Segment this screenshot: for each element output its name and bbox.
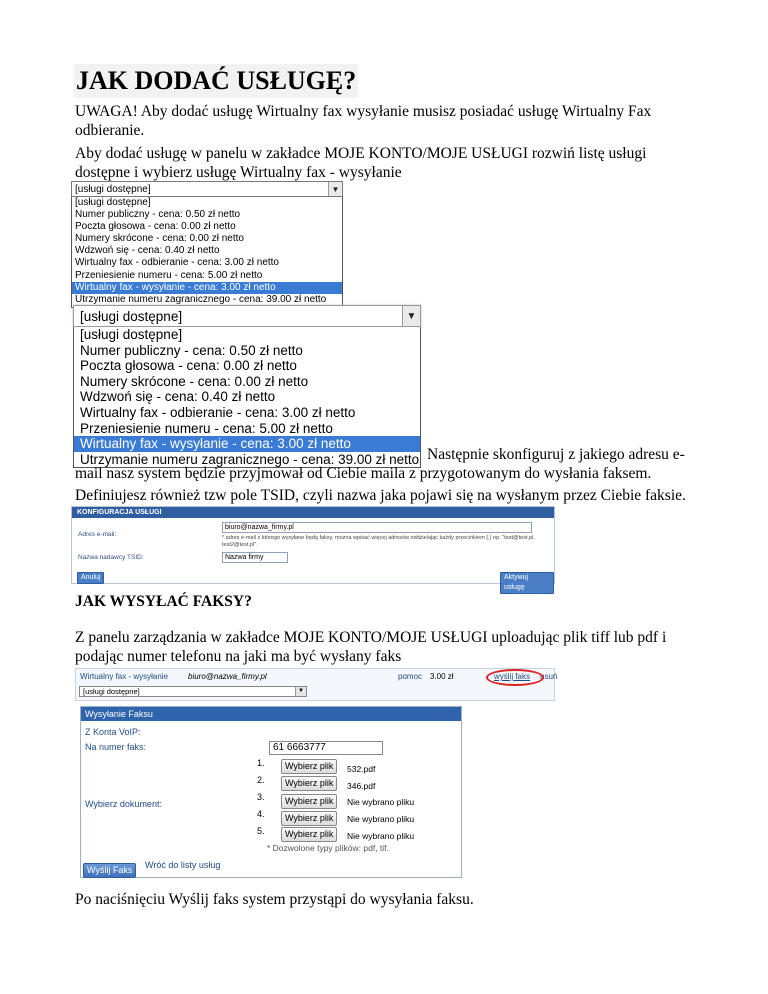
file-index: 1. [257, 758, 265, 768]
service-price: 3.00 zł [430, 672, 454, 681]
services-dropdown-large[interactable] [73, 305, 421, 468]
send-fax-form [80, 706, 462, 878]
dropdown-select[interactable] [73, 305, 421, 327]
activate-service-button[interactable]: Aktywuj usługę [500, 572, 554, 594]
dropdown-options-list [73, 327, 421, 468]
email-label: Adres e-mail: [78, 531, 117, 538]
fax-number-label: Na numer faks: [85, 742, 147, 752]
send-fax-link[interactable]: wyślij faks [494, 672, 531, 681]
dropdown-option[interactable]: Wdzwoń się - cena: 0.40 zł netto [75, 245, 220, 257]
file-index: 3. [257, 792, 265, 802]
service-name: Wirtualny fax - wysyłanie [80, 672, 169, 681]
dropdown-option[interactable]: Przeniesienie numeru - cena: 5.00 zł netto [75, 269, 263, 281]
file-name: 532.pdf [347, 764, 376, 774]
warning-paragraph: UWAGA! Aby dodać usługę Wirtualny fax wysyłanie musisz posiadać usługę Wirtualny Fax odbieranie. [75, 103, 652, 139]
file-name: Nie wybrano pliku [347, 831, 415, 841]
instructions-paragraph: Aby dodać usługę w panelu w zakładce MOJE KONTO/MOJE USŁUGI rozwiń listę usługi dostępne i wybierz usługę Wirtualny fax - wysyłanie [75, 145, 647, 181]
dropdown-option[interactable]: Przeniesienie numeru - cena: 5.00 zł netto [80, 420, 333, 436]
dropdown-option[interactable]: Numery skrócone - cena: 0.00 zł netto [80, 373, 309, 389]
file-index: 4. [257, 809, 265, 819]
dropdown-option[interactable]: Numer publiczny - cena: 0.50 zł netto [80, 342, 303, 358]
dropdown-option[interactable]: Wirtualny fax - odbieranie - cena: 3.00 zł netto [80, 404, 356, 420]
dropdown-option[interactable]: Numer publiczny - cena: 0.50 zł netto [75, 209, 241, 221]
remove-link[interactable]: usuń [540, 672, 558, 681]
services-select-value: [usługi dostępne] [83, 687, 140, 696]
dropdown-option[interactable]: Numery skrócone - cena: 0.00 zł netto [75, 233, 244, 245]
dropdown-options-list [71, 197, 343, 308]
email-field[interactable]: biuro@nazwa_firmy.pl [222, 522, 532, 533]
panel-header: KONFIGURACJA USŁUGI [72, 507, 554, 518]
services-select[interactable] [79, 686, 307, 697]
choose-file-button[interactable]: Wybierz plik [281, 759, 337, 774]
service-config-panel [71, 506, 555, 591]
dropdown-option-selected[interactable]: Wirtualny fax - wysyłanie - cena: 3.00 zł netto [72, 282, 342, 294]
service-row [75, 668, 558, 701]
dropdown-option[interactable]: Poczta głosowa - cena: 0.00 zł netto [80, 358, 297, 374]
tsid-label: Nazwa nadawcy TSID: [78, 554, 144, 561]
dropdown-option[interactable]: [usługi dostępne] [80, 327, 183, 342]
file-name: 346.pdf [347, 781, 376, 791]
choose-document-label: Wybierz dokument: [85, 799, 162, 809]
config-paragraph-end: mail nasz system będzie przyjmował od Ciebie maila z przygotowanym do wysłania faksem. [75, 465, 652, 482]
send-fax-button[interactable]: Wyślij Faks [83, 863, 136, 878]
page-title: JAK DODAĆ USŁUGĘ? [74, 64, 358, 98]
chevron-down-icon[interactable]: ▼ [328, 182, 342, 196]
dropdown-selected-value: [usługi dostępne] [75, 183, 151, 195]
file-name: Nie wybrano pliku [347, 797, 415, 807]
services-dropdown-small[interactable] [71, 181, 343, 308]
tsid-paragraph: Definiujesz również tzw pole TSID, czyli nazwa jaka pojawi się na wysłanym przez Ciebie faksie. [75, 487, 686, 504]
dropdown-option[interactable]: Poczta głosowa - cena: 0.00 zł netto [75, 221, 236, 233]
dropdown-select[interactable] [71, 181, 343, 197]
voip-account-label: Z Konta VoIP: [85, 727, 141, 737]
cancel-button[interactable]: Anuluj [77, 572, 104, 584]
file-index: 5. [257, 826, 265, 836]
fax-number-input[interactable]: 61 6663777 [269, 741, 383, 755]
help-link[interactable]: pomoc [398, 672, 423, 681]
choose-file-button[interactable]: Wybierz plik [281, 811, 337, 826]
back-to-services-link[interactable]: Wróć do listy usług [145, 860, 221, 870]
highlight-oval [486, 669, 544, 686]
choose-file-button[interactable]: Wybierz plik [281, 776, 337, 791]
sending-paragraph: Z panelu zarządzania w zakładce MOJE KONTO/MOJE USŁUGI uploadując plik tiff lub pdf i podając numer telefonu na jaki ma być wysłany faks [75, 629, 667, 665]
dropdown-selected-value: [usługi dostępne] [80, 308, 183, 324]
dropdown-option-selected[interactable]: Wirtualny fax - wysyłanie - cena: 3.00 zł netto [74, 436, 420, 452]
email-hint: * adres e-mail z którego wysyłane będą faksy, można wpisać więcej adresów oddzielając każdy przecinkiem (,) np. "test@test.pl, test2@test.pl". [222, 535, 535, 548]
chevron-down-icon[interactable]: ▼ [402, 306, 420, 326]
service-email: biuro@nazwa_firmy.pl [188, 672, 267, 681]
final-paragraph: Po naciśnięciu Wyślij faks system przystąpi do wysyłania faksu. [75, 891, 474, 908]
section-subtitle: JAK WYSYŁAĆ FAKSY? [75, 593, 252, 610]
file-name: Nie wybrano pliku [347, 814, 415, 824]
dropdown-option[interactable]: [usługi dostępne] [75, 197, 151, 208]
dropdown-option[interactable]: Wdzwoń się - cena: 0.40 zł netto [80, 389, 276, 405]
dropdown-option[interactable]: Utrzymanie numeru zagranicznego - cena: 39.00 zł netto [80, 451, 420, 467]
config-paragraph-start: Następnie skonfiguruj z jakiego adresu e- [427, 446, 685, 463]
dropdown-option[interactable]: Utrzymanie numeru zagranicznego - cena: 39.00 zł netto [75, 293, 327, 305]
dropdown-option[interactable]: Wirtualny fax - odbieranie - cena: 3.00 zł netto [75, 257, 279, 269]
allowed-file-types: * Dozwolone typy plików: pdf, tif. [267, 843, 389, 853]
choose-file-button[interactable]: Wybierz plik [281, 794, 337, 809]
fax-form-header: Wysyłanie Faksu [81, 707, 461, 721]
choose-file-button[interactable]: Wybierz plik [281, 827, 337, 842]
chevron-down-icon[interactable]: ▼ [295, 687, 306, 696]
file-index: 2. [257, 775, 265, 785]
tsid-field[interactable]: Nazwa firmy [222, 552, 288, 563]
